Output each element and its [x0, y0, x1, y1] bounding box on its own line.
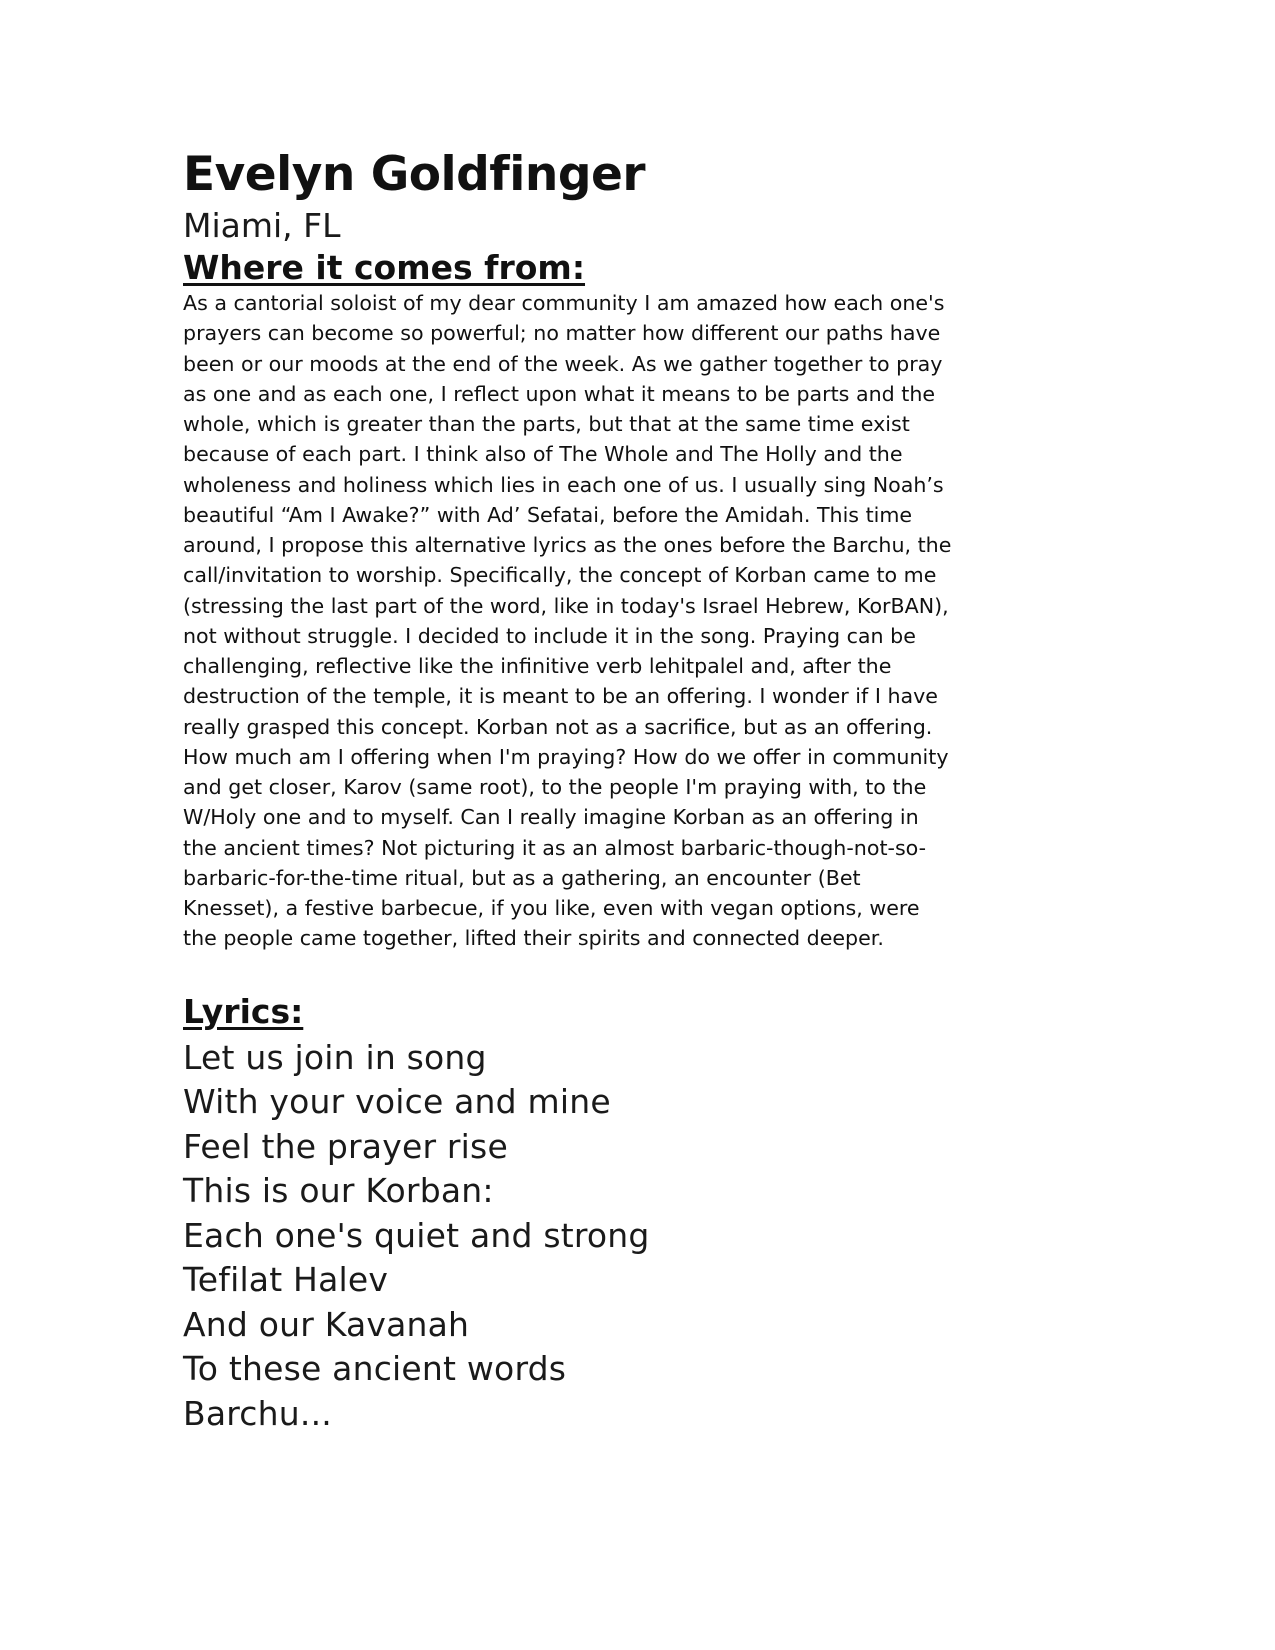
statement-line: prayers can become so powerful; no matter how different our paths have [183, 321, 941, 346]
statement-line: and get closer, Karov (same root), to the people I'm praying with, to the [183, 775, 927, 799]
lyric-line: To these ancient words [183, 1349, 567, 1388]
lyric-line: Feel the prayer rise [183, 1126, 508, 1166]
statement-line: beautiful “Am I Awake?” with Ad’ Sefatai, before the Amidah. This time [183, 502, 913, 527]
lyric-line: And our Kavanah [183, 1304, 470, 1344]
document-page [183, 146, 1083, 1436]
author-name: Evelyn Goldfinger [183, 147, 646, 202]
statement-line: W/Holy one and to myself. Can I really imagine Korban as an offering in [183, 805, 919, 830]
statement-line: not without struggle. I decided to include it in the song. Praying can be [183, 623, 916, 648]
statement-line: As a cantorial soloist of my dear community I am amazed how each one's [183, 291, 945, 315]
statement-line: the ancient times? Not picturing it as an almost barbaric-though-not-so- [183, 835, 927, 860]
statement-line: wholeness and holiness which lies in each one of us. I usually sing Noah’s [183, 472, 944, 497]
statement-line: How much am I offering when I'm praying? How do we offer in community [183, 744, 949, 769]
origin-statement [183, 288, 1083, 954]
statement-line: (stressing the last part of the word, like in today's Israel Hebrew, KorBAN), [183, 593, 949, 618]
origin-heading: Where it comes from: [183, 248, 586, 287]
statement-line: around, I propose this alternative lyrics as the ones before the Barchu, the [183, 533, 952, 557]
statement-line: Knesset), a festive barbecue, if you like, even with vegan options, were [183, 896, 920, 920]
lyric-line: Barchu... [183, 1393, 332, 1433]
lyric-line: With your voice and mine [183, 1082, 611, 1121]
statement-line: barbaric-for-the-time ritual, but as a gathering, an encounter (Bet [183, 865, 861, 890]
lyrics-heading: Lyrics: [183, 991, 304, 1031]
statement-line: call/invitation to worship. Specifically, the concept of Korban came to me [183, 563, 937, 588]
statement-line: really grasped this concept. Korban not as a sacrifice, but as an offering. [183, 714, 933, 739]
statement-line: as one and as each one, I reflect upon what it means to be parts and the [183, 381, 936, 406]
statement-line: been or our moods at the end of the week. As we gather together to pray [183, 351, 943, 376]
statement-line: whole, which is greater than the parts, but that at the same time exist [183, 412, 910, 436]
lyric-line: Each one's quiet and strong [183, 1215, 650, 1255]
statement-line: destruction of the temple, it is meant to be an offering. I wonder if I have [183, 684, 938, 709]
statement-line: challenging, reflective like the infinitive verb lehitpalel and, after the [183, 654, 892, 678]
statement-line: the people came together, lifted their spirits and connected deeper. [183, 926, 884, 951]
lyric-line: This is our Korban: [183, 1171, 494, 1210]
lyric-line: Tefilat Halev [183, 1260, 389, 1299]
lyric-line: Let us join in song [183, 1037, 487, 1077]
lyrics-list [183, 1036, 1083, 1437]
author-location: Miami, FL [183, 206, 341, 245]
statement-line: because of each part. I think also of The Whole and The Holly and the [183, 442, 903, 467]
